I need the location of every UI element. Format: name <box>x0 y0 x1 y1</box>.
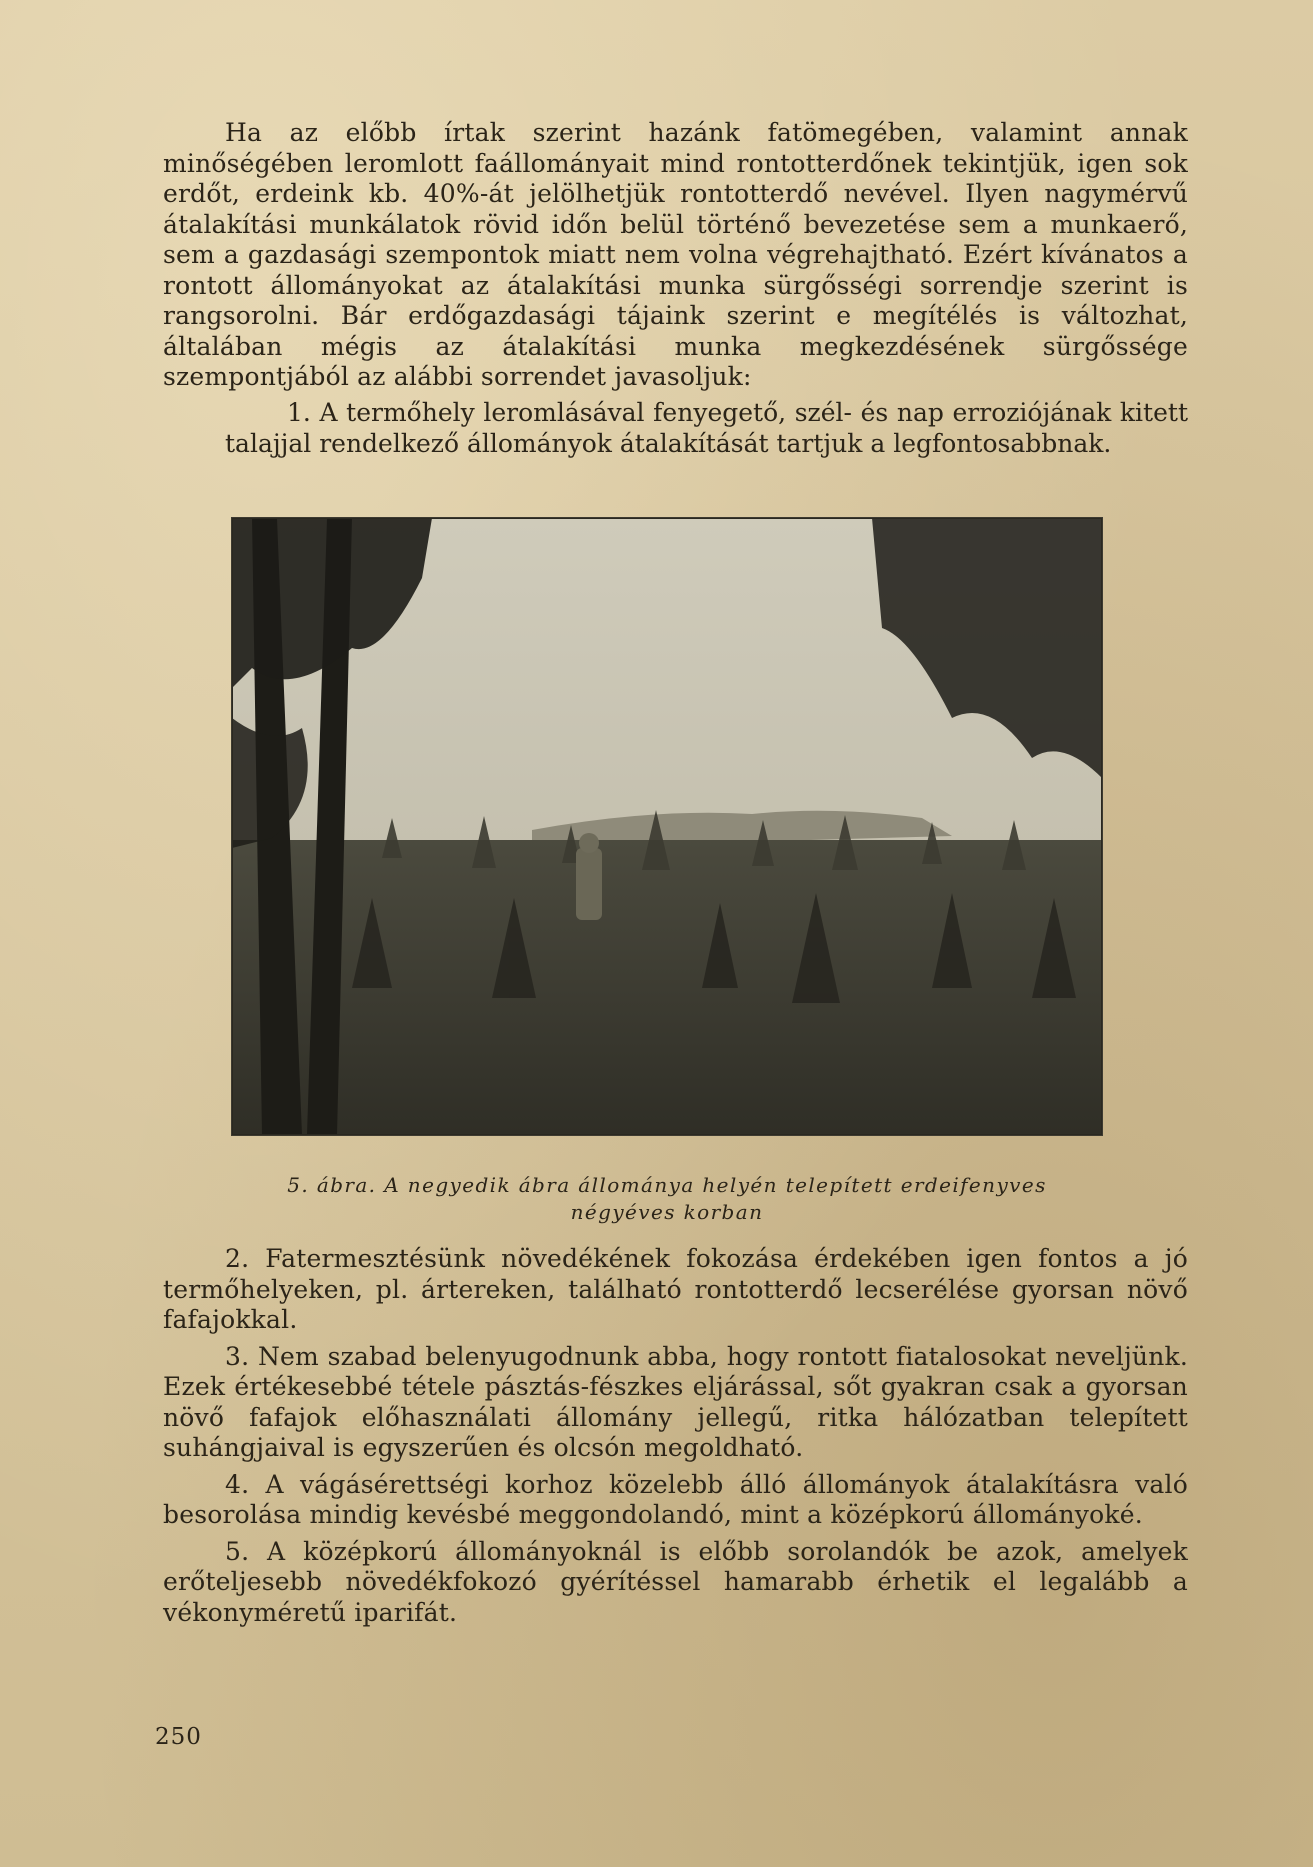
list-item-3: 3. Nem szabad belenyugodnunk abba, hogy rontott fiatalosokat neveljünk. Ezek értékesebbé tétele pásztás-fészkes eljárással, sőt gyakran csak a gyorsan növő fafajok előhasználati állomány jellegű, ritka hálózatban telepített suhángjaival is egyszerűen és olcsón megoldható. <box>163 1341 1188 1462</box>
list-item-1: 1. A termőhely leromlásával fenyegető, szél- és nap erroziójának kitett talajjal rendelkező állományok átalakítását tartjuk a legfontosabbnak. <box>225 398 1188 458</box>
figure-caption <box>232 1172 1102 1226</box>
caption-line-1: 5. ábra. A negyedik ábra állománya helyén telepített erdeifenyves <box>287 1173 1047 1197</box>
intro-paragraph: Ha az előbb írtak szerint hazánk fatömegében, valamint annak minőségében leromlott faállományait mind rontotterdőnek tekintjük, igen sok erdőt, erdeink kb. 40%-át jelölhetjük rontotterdő nevével. Ilyen nagymérvű átalakítási munkálatok rövid időn belül történő bevezetése sem a munkaerő, sem a gazdasági szempontok miatt nem volna végrehajtható. Ezért kívánatos a rontott állományokat az átalakítási munka sürgősségi sorrendje szerint is rangsorolni. Bár erdőgazdasági tájaink szerint e megítélés is változhat, általában mégis az átalakítási munka megkezdésének sürgőssége szempontjából az alábbi sorrendet javasoljuk: <box>163 118 1188 391</box>
text-block-bottom <box>163 1244 1188 1628</box>
page-number: 250 <box>155 1724 202 1750</box>
list-item-2: 2. Fatermesztésünk növedékének fokozása érdekében igen fontos a jó termőhelyeken, pl. ártereken, található rontotterdő lecserélése gyorsan növő fafajokkal. <box>163 1244 1188 1334</box>
list-item-4: 4. A vágásérettségi korhoz közelebb álló állományok átalakításra való besorolása mindig kevésbé meggondolandó, mint a középkorú állományoké. <box>163 1469 1188 1529</box>
caption-line-2: négyéves korban <box>570 1200 764 1224</box>
figure-photo <box>232 518 1102 1135</box>
list-item-5: 5. A középkorú állományoknál is előbb sorolandók be azok, amelyek erőteljesebb növedékfokozó gyérítéssel hamarabb érhetik el legalább a vékonyméretű iparifát. <box>163 1536 1188 1627</box>
text-block-top <box>163 118 1188 393</box>
forest-photo-image <box>232 518 1102 1135</box>
